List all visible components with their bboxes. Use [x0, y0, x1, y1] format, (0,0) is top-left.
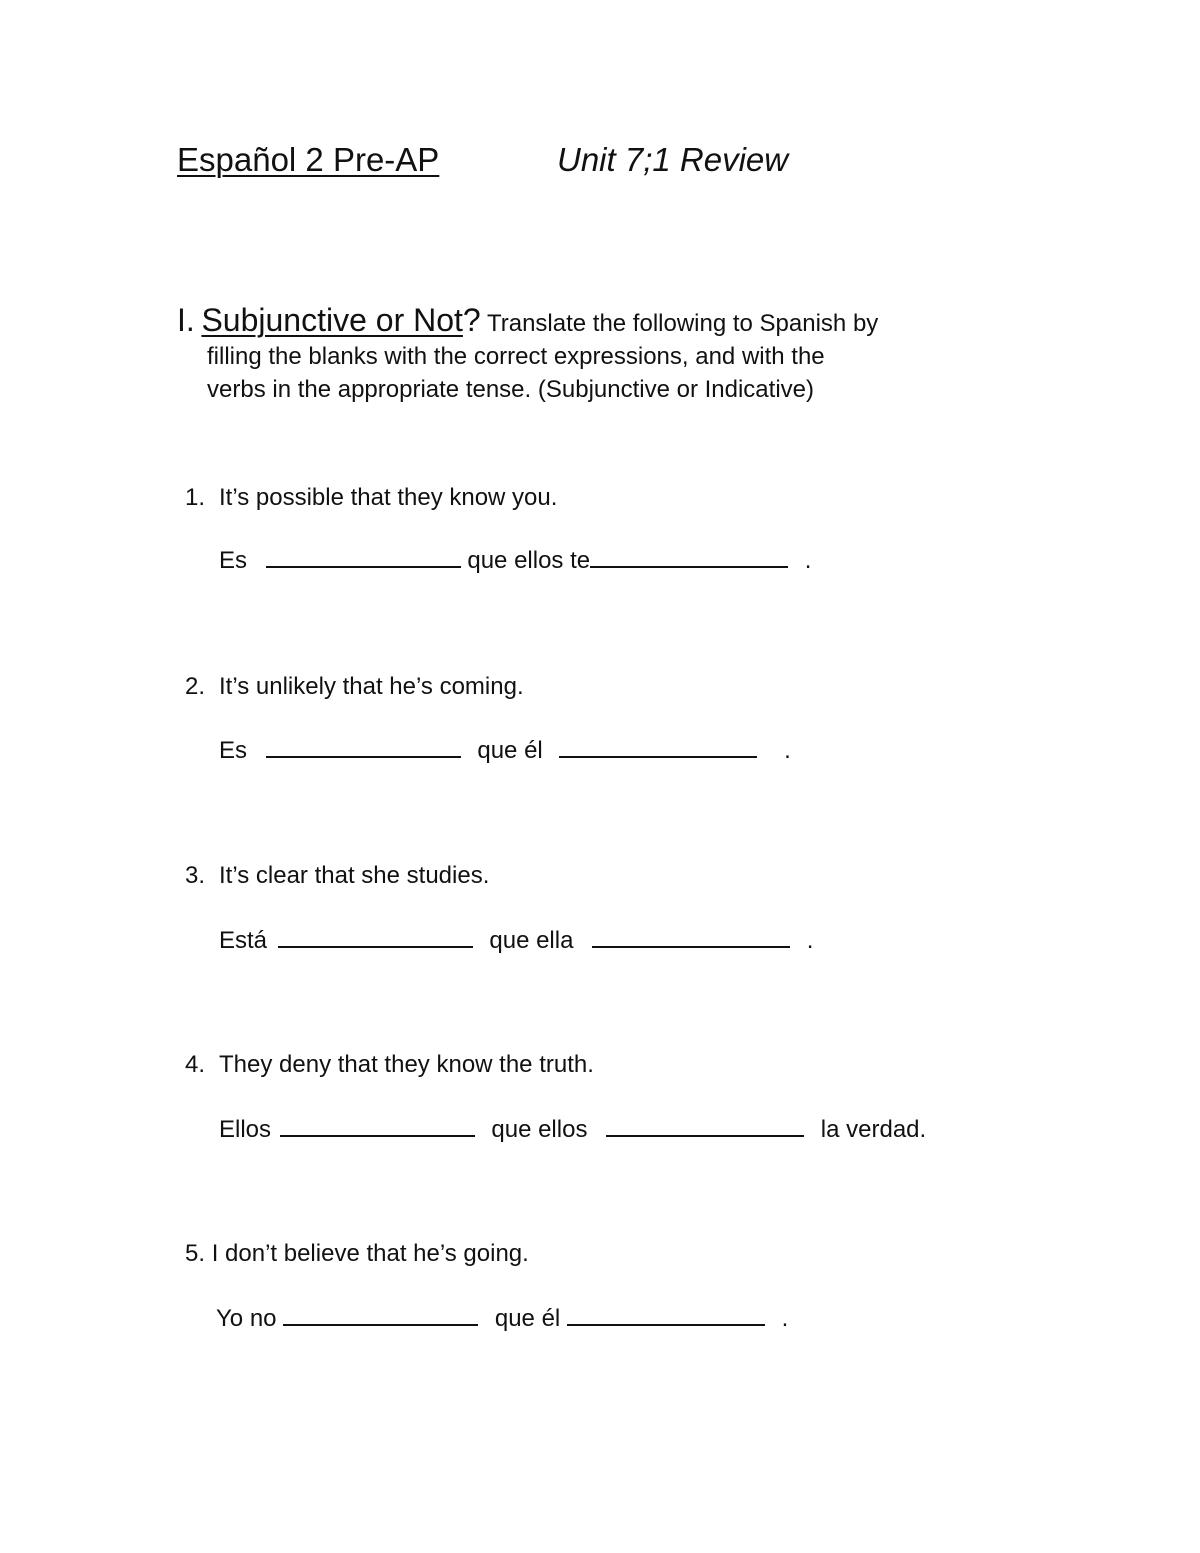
instructions-line-1: Translate the following to Spanish by — [480, 310, 879, 337]
unit-title: Unit 7;1 Review — [557, 141, 789, 178]
item-4-answer — [219, 1115, 926, 1144]
item-2-answer-end: . — [784, 737, 791, 764]
section-number: I. — [177, 302, 195, 338]
item-3-number: 3. — [185, 862, 206, 889]
item-3-answer-end: . — [806, 927, 814, 954]
item-4-answer-start: Ellos — [219, 1116, 272, 1143]
item-1-answer-middle: que ellos te — [467, 547, 591, 574]
item-3-blank-1[interactable] — [278, 926, 473, 948]
item-1-blank-1[interactable] — [266, 546, 461, 568]
item-1-number: 1. — [185, 484, 206, 511]
item-4-answer-end: la verdad. — [820, 1116, 927, 1143]
section-heading-line-1 — [177, 304, 997, 340]
item-2-answer — [219, 736, 791, 765]
section-heading — [177, 304, 997, 406]
instructions-line-3: verbs in the appropriate tense. (Subjunctive or Indicative) — [207, 376, 814, 403]
course-title: Español 2 Pre-AP — [177, 141, 440, 178]
item-1-answer-end: . — [804, 547, 812, 574]
item-2-answer-start: Es — [219, 737, 248, 764]
item-1-answer-start: Es — [219, 547, 248, 574]
item-5-prompt-row — [185, 1240, 529, 1268]
item-3-blank-2[interactable] — [592, 926, 790, 948]
item-3-answer-start: Está — [219, 927, 268, 954]
item-3-prompt: It’s clear that she studies. — [219, 862, 490, 889]
item-3-answer — [219, 926, 813, 955]
item-4-prompt: They deny that they know the truth. — [219, 1051, 594, 1078]
item-5-answer — [216, 1304, 788, 1333]
item-5-answer-middle: que él — [494, 1305, 561, 1332]
item-5-number: 5. — [185, 1240, 206, 1267]
item-5-prompt: I don’t believe that he’s going. — [211, 1240, 529, 1267]
item-2-blank-2[interactable] — [559, 736, 757, 758]
item-4-answer-middle: que ellos — [491, 1116, 588, 1143]
item-1-prompt: It’s possible that they know you. — [219, 484, 558, 511]
item-1-answer — [219, 546, 811, 575]
item-2-prompt: It’s unlikely that he’s coming. — [219, 673, 524, 700]
item-5-blank-1[interactable] — [283, 1304, 478, 1326]
item-5-answer-start: Yo no — [216, 1305, 277, 1332]
item-4-blank-1[interactable] — [280, 1115, 475, 1137]
item-1-blank-2[interactable] — [590, 546, 788, 568]
item-3-answer-middle: que ella — [489, 927, 574, 954]
instructions-line-2: filling the blanks with the correct expressions, and with the — [207, 343, 825, 370]
item-2-answer-middle: que él — [477, 737, 543, 764]
item-2-number: 2. — [185, 673, 206, 700]
item-5-answer-end: . — [781, 1305, 789, 1332]
section-title: Subjunctive or Not — [201, 302, 463, 338]
item-4-blank-2[interactable] — [606, 1115, 804, 1137]
item-4-number: 4. — [185, 1051, 206, 1078]
item-5-blank-2[interactable] — [567, 1304, 765, 1326]
section-title-question-mark: ? — [462, 302, 481, 338]
item-2-blank-1[interactable] — [266, 736, 461, 758]
